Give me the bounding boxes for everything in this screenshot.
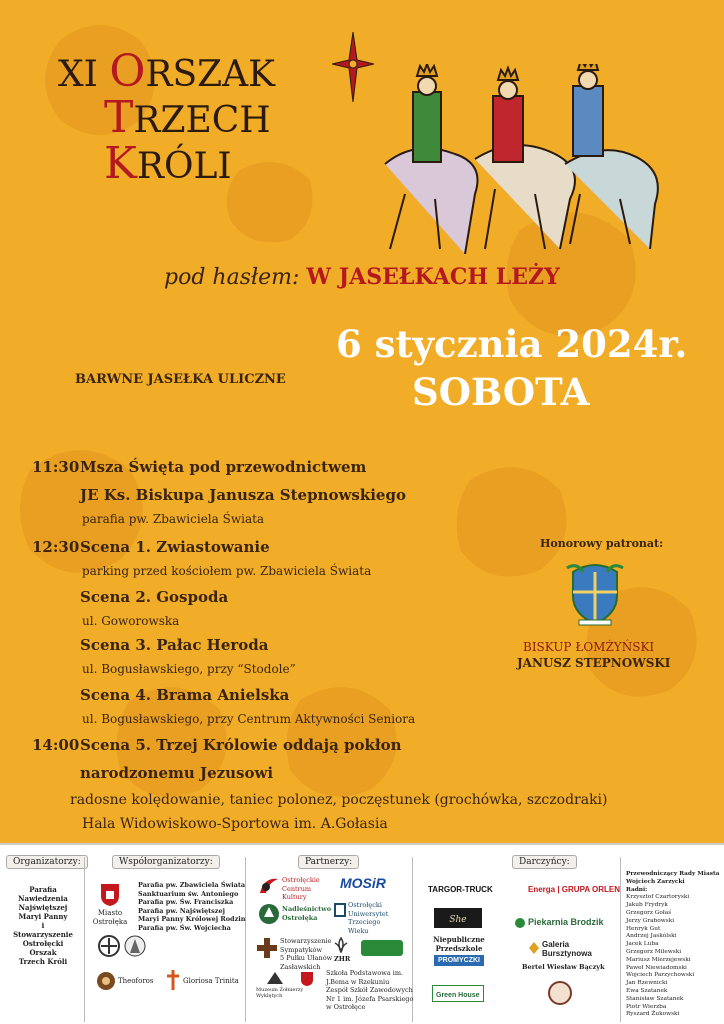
program-text: Scena 4. Brama Anielska — [80, 686, 290, 704]
org-text-line: Orszak — [29, 948, 57, 957]
council-text-line: Wojciech Parzychowski — [626, 972, 695, 979]
title-initial-t: T — [104, 92, 134, 143]
par-text-line: Sanktuarium św. Antoniego — [138, 889, 239, 898]
partners-header: Partnerzy: — [298, 855, 359, 869]
prz-text-line: Niepubliczne — [433, 935, 485, 944]
uni-text-line: Wieku — [348, 926, 369, 935]
title-word-orszak: RSZAK — [145, 54, 276, 95]
ock-name — [282, 876, 320, 902]
sponsors-footer — [0, 843, 724, 1024]
gloriosa-trinita-logo-icon — [165, 969, 181, 991]
jaselka-label: BARWNE JASEŁKA ULICZNE — [75, 372, 286, 387]
council-text-line: Mariusz Mierzejewski — [626, 956, 691, 963]
title-initial-k: K — [104, 138, 137, 189]
ock-text-line: Kultury — [282, 893, 307, 901]
city-council-list — [626, 871, 719, 1019]
targor-truck-logo: TARGOR-TRUCK — [428, 885, 493, 894]
council-text-line: Grzegorz Milewski — [626, 948, 682, 955]
par-text-line: Parafia pw. Najświętszej — [138, 906, 225, 915]
program-text: JE Ks. Biskupa Janusza Stepnowskiego — [80, 486, 406, 504]
ock-text-line: Centrum — [282, 884, 312, 893]
program-text: ul. Goworowska — [82, 614, 180, 628]
parish-logo-icon — [124, 935, 146, 957]
program-text: ul. Bogusławskiego, przy Centrum Aktywności Seniora — [82, 712, 416, 726]
council-text-line: Paweł Niewiadomski — [626, 964, 687, 971]
program-text: ul. Bogusławskiego, przy “Stodole” — [82, 662, 296, 676]
org-text-line: Parafia — [29, 885, 57, 894]
uni-text-line: Ostrołęcki — [348, 901, 382, 909]
par-text-line: Parafia pw. Św. Wojciecha — [138, 923, 231, 932]
council-text-line: Wojciech Zarzycki — [626, 878, 685, 885]
coorganizers-header: Współorganizatorzy: — [112, 855, 220, 869]
uni-text-line: Uniwersytet — [348, 909, 389, 918]
org-text-line: Najświętszej — [18, 903, 68, 912]
divider — [620, 857, 621, 1022]
event-title — [58, 46, 276, 189]
energa-logo: Energa | GRUPA ORLEN — [528, 885, 621, 894]
museum-logo-icon — [266, 971, 284, 985]
greenhouse-logo: Green House — [432, 985, 484, 1002]
szk-text-line: Zespół Szkół Zawodowych — [326, 986, 413, 994]
muz-text-line: Muzeum Żołnierzy — [256, 987, 304, 993]
parish-logo-icon — [98, 935, 120, 957]
cavalry-association-name — [280, 937, 332, 971]
program-text: radosne kolędowanie, taniec polonez, poczęstunek (grochówka, szczodraki) — [70, 792, 608, 808]
gallery-logo-icon — [528, 941, 540, 955]
title-word-krolji: RÓLI — [136, 146, 232, 187]
theoforos-name: Theoforos — [118, 977, 154, 985]
stow-text-line: 5 Pułku Ułanów — [280, 954, 333, 962]
city-text-line: Miasto — [97, 909, 123, 917]
stow-text-line: Sympatyków — [280, 945, 323, 954]
szk-text-line: w Ostrołęce — [326, 1003, 366, 1011]
title-word-trzech: RZECH — [133, 100, 271, 141]
coat-of-arms-icon — [565, 562, 625, 626]
donor-emblem-icon — [548, 981, 572, 1005]
org-text-line: Nawiedzenia — [18, 894, 68, 903]
city-text-line: Ostrołęka — [92, 918, 128, 926]
theoforos-logo-icon — [96, 971, 116, 991]
szk-text-line: J.Bema w Rzekuniu — [326, 977, 390, 986]
program-time: 12:30 — [32, 538, 80, 556]
stow-text-line: Stowarzyszenie — [280, 937, 332, 945]
gal-text-line: Galeria — [542, 940, 570, 949]
council-text-line: Grzegorz Gołaś — [626, 909, 672, 916]
program-text: Scena 5. Trzej Królowie oddają pokłon — [80, 736, 402, 754]
preschool-name — [424, 935, 494, 953]
nadl-text-line: Nadleśnictwo — [282, 905, 332, 913]
bakery-name: Piekarnia Brodzik — [528, 917, 604, 927]
university-logo-icon — [334, 903, 346, 917]
event-weekday: SOBOTA — [412, 370, 590, 414]
parishes-list — [138, 881, 246, 932]
organizers-header: Organizatorzy: — [6, 855, 88, 869]
promyczki-logo: PROMYCZKI — [434, 955, 484, 966]
org-text-line: i — [41, 921, 45, 930]
par-text-line: Parafia pw. Zbawiciela Świata — [138, 881, 246, 889]
prz-text-line: Przedszkole — [435, 944, 483, 953]
council-text-line: Radni: — [626, 886, 648, 893]
patron-title: BISKUP ŁOMŻYŃSKI — [523, 640, 655, 654]
stow-text-line: Zasławskich — [280, 962, 321, 971]
council-text-line: Jacek Luba — [626, 941, 659, 948]
council-text-line: Krzysztof Czartoryski — [626, 894, 690, 901]
title-ordinal: XI — [58, 54, 98, 95]
city-crest-icon — [100, 883, 120, 907]
gal-text-line: Bursztynowa — [542, 949, 592, 958]
council-text-line: Andrzej Jaskólski — [626, 933, 677, 940]
event-date: 6 stycznia 2024r. — [336, 322, 688, 366]
patron-name: JANUSZ STEPNOWSKI — [517, 656, 671, 670]
title-row-2 — [58, 92, 275, 143]
program-text: narodzonemu Jezusowi — [80, 764, 274, 782]
org-text-line: Trzech Króli — [18, 957, 68, 966]
divider — [84, 857, 85, 1022]
nadl-text-line: Ostrołęka — [282, 913, 318, 922]
patron-label: Honorowy patronat: — [540, 537, 664, 550]
program-text: parafia pw. Zbawiciela Świata — [82, 512, 265, 526]
council-text-line: Jan Rzewnicki — [626, 980, 668, 987]
program-text: Scena 2. Gospoda — [80, 588, 229, 606]
zhr-lily-icon — [334, 937, 348, 953]
council-text-line: Jerzy Grabowski — [626, 917, 675, 924]
szk-text-line: Nr 1 im. Józefa Psarskiego — [326, 994, 414, 1003]
schools-names — [326, 969, 413, 1012]
program-text: parking przed kościołem pw. Zbawiciela Świata — [82, 564, 372, 578]
uni-text-line: Trzeciego — [348, 918, 381, 926]
donors-header: Darczyńcy: — [512, 855, 577, 869]
council-text-line: Piotr Wierzba — [626, 1003, 667, 1010]
motto-text: W JASEŁKACH LEŻY — [306, 264, 560, 290]
gallery-name — [542, 940, 592, 958]
par-text-line: Parafia pw. Św. Franciszka — [138, 898, 234, 906]
cavalry-cross-icon — [256, 937, 278, 959]
title-initial-o: O — [109, 46, 146, 97]
council-text-line: Ewa Szatanek — [626, 987, 668, 994]
university-name — [348, 901, 388, 935]
bakery-logo-icon — [514, 917, 526, 929]
mosir-logo: MOSiR — [340, 875, 386, 891]
bertel-name: Bertel Wiesław Bączyk — [522, 963, 605, 971]
council-text-line: Jakub Frydryk — [626, 902, 668, 909]
program-time: 11:30 — [32, 458, 80, 476]
gloriosa-trinita-name: Gloriosa Trinita — [183, 977, 239, 985]
svg-text:She: She — [449, 915, 467, 925]
zhr-name: ZHR — [334, 955, 351, 963]
motto — [164, 264, 560, 290]
program-time: 14:00 — [32, 736, 80, 754]
org-text-line: Stowarzyszenie — [13, 930, 73, 939]
ock-logo-icon — [258, 877, 280, 895]
forestry-logo-icon — [258, 903, 280, 925]
org-text-line: Ostrołęcki — [22, 939, 64, 948]
title-row-1 — [58, 46, 276, 97]
program-text: Scena 1. Zwiastowanie — [80, 538, 270, 556]
org-text-line: Maryi Panny — [18, 912, 68, 921]
program-text: Hala Widowiskowo-Sportowa im. A.Gołasia — [82, 816, 388, 832]
museum-name — [256, 987, 303, 999]
council-text-line: Ryszard Żukowski — [626, 1011, 680, 1018]
she-logo-icon — [433, 907, 483, 929]
forestry-name — [282, 905, 331, 922]
city-name — [88, 909, 132, 927]
council-text-line: Henryk Gut — [626, 925, 661, 932]
ock-text-line: Ostrołęckie — [282, 876, 320, 884]
program-text: Scena 3. Pałac Heroda — [80, 636, 269, 654]
council-text-line: Przewodniczący Rady Miasta — [626, 871, 720, 877]
school-crest-icon — [300, 971, 314, 987]
school-partner-logo-icon — [360, 939, 404, 957]
muz-text-line: Wyklętych — [256, 993, 283, 999]
motto-prefix: pod hasłem: — [164, 265, 300, 290]
szk-text-line: Szkoła Podstawowa im. — [326, 969, 404, 977]
organizers-text — [4, 885, 82, 966]
program-text: Msza Święta pod przewodnictwem — [80, 458, 367, 476]
council-text-line: Stanisław Szatanek — [626, 995, 684, 1002]
title-row-3 — [58, 138, 275, 189]
par-text-line: Maryi Panny Królowej Rodzin — [138, 915, 246, 923]
star-icon — [332, 32, 374, 102]
three-kings-illustration-icon — [375, 64, 670, 254]
